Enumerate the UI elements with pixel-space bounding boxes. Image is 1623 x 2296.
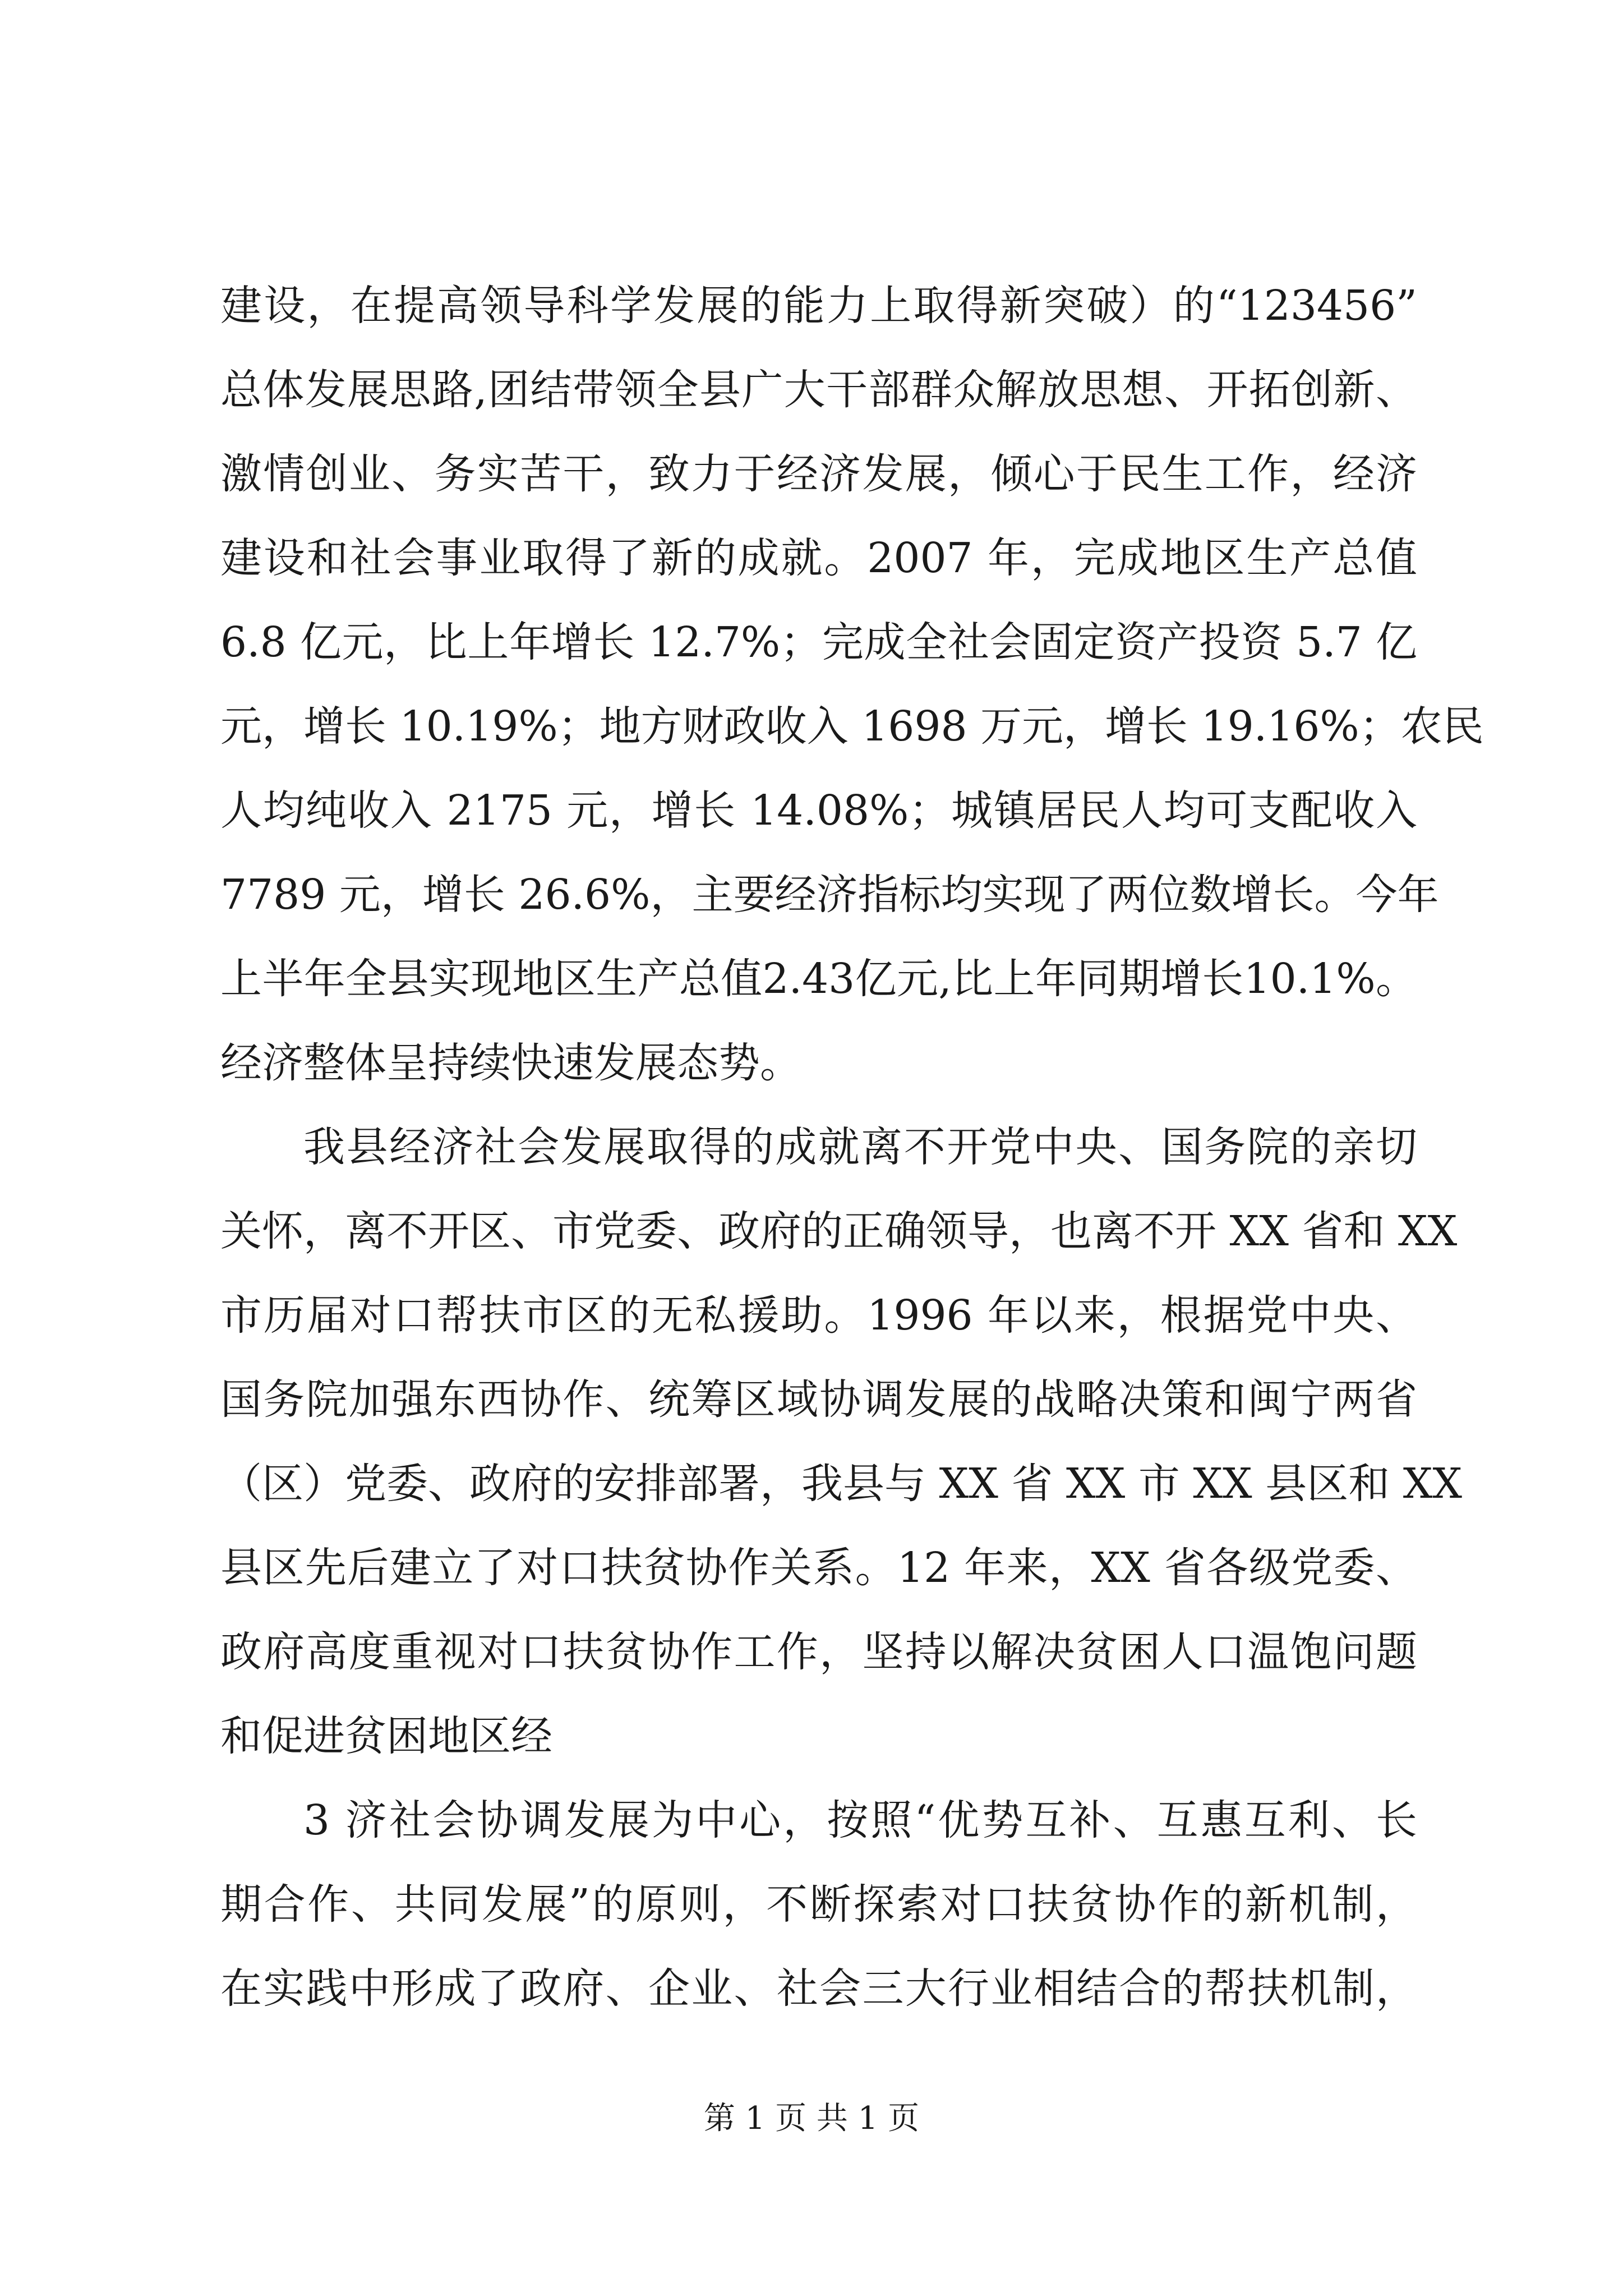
text-line: 期合作、共同发展”的原则，不断探索对口扶贫协作的新机制， [220, 1880, 1417, 1929]
text-line: 6.8 亿元，比上年增长 12.7%；完成全社会固定资产投资 5.7 亿 [220, 618, 1417, 666]
text-line: 上半年全县实现地区生产总值2.43亿元,比上年同期增长10.1%。 [220, 955, 1417, 1003]
text-line: 7789 元，增长 26.6%，主要经济指标均实现了两位数增长。今年 [220, 871, 1439, 919]
text-line: 人均纯收入 2175 元，增长 14.08%；城镇居民人均可支配收入 [220, 786, 1417, 835]
text-line: 建设和社会事业取得了新的成就。2007 年，完成地区生产总值 [220, 534, 1417, 582]
text-line: 县区先后建立了对口扶贫协作关系。12 年来，XX 省各级党委、 [220, 1544, 1417, 1592]
text-line: 政府高度重视对口扶贫协作工作，坚持以解决贫困人口温饱问题 [220, 1628, 1417, 1676]
text-line: （区）党委、政府的安排部署，我县与 XX 省 XX 市 XX 县区和 XX [220, 1460, 1463, 1508]
text-line: 元，增长 10.19%；地方财政收入 1698 万元，增长 19.16%；农民 [220, 702, 1484, 751]
text-line: 3 济社会协调发展为中心，按照“优势互补、互惠互利、长 [303, 1796, 1417, 1844]
text-line: 建设，在提高领导科学发展的能力上取得新突破）的“123456” [220, 282, 1417, 330]
text-line: 经济整体呈持续快速发展态势。 [220, 1039, 801, 1087]
body-text [220, 264, 1484, 2031]
text-line: 在实践中形成了政府、企业、社会三大行业相结合的帮扶机制， [220, 1964, 1417, 2013]
text-line: 关怀，离不开区、市党委、政府的正确领导，也离不开 XX 省和 XX [220, 1207, 1458, 1255]
text-line: 激情创业、务实苦干，致力于经济发展，倾心于民生工作，经济 [220, 450, 1417, 498]
text-line: 和促进贫困地区经 [220, 1712, 552, 1760]
text-line: 国务院加强东西协作、统筹区域协调发展的战略决策和闽宁两省 [220, 1375, 1417, 1424]
text-line: 总体发展思路,团结带领全县广大干部群众解放思想、开拓创新、 [220, 366, 1417, 414]
page-footer: 第 1 页 共 1 页 [703, 2100, 920, 2137]
text-line: 市历届对口帮扶市区的无私援助。1996 年以来，根据党中央、 [220, 1291, 1417, 1340]
text-line: 我县经济社会发展取得的成就离不开党中央、国务院的亲切 [303, 1123, 1417, 1171]
